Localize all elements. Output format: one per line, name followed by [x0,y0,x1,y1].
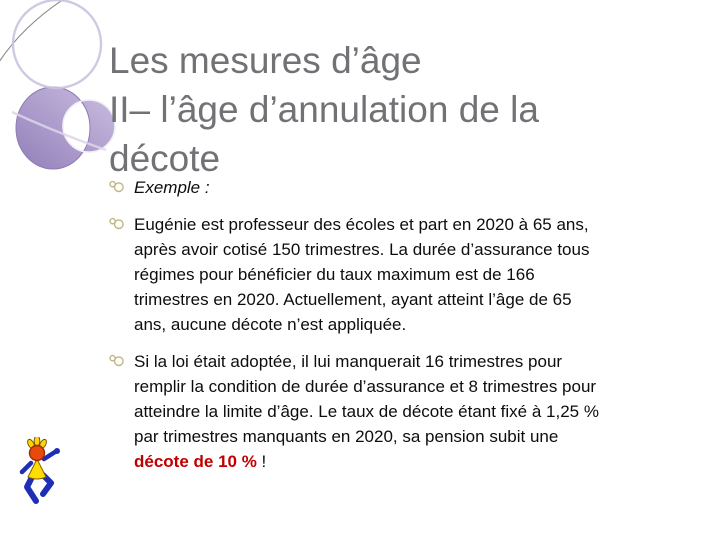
dancer-clipart-icon [13,437,71,515]
double-loop-bullet-icon [108,217,125,230]
thin-gray-arc [0,0,67,65]
paragraph-2-suffix: ! [256,452,267,471]
bullet-row-example [108,175,210,200]
decorative-circles [0,0,118,192]
paragraph-1: Eugénie est professeur des écoles et part en 2020 à 65 ans, après avoir cotisé 150 trimestres. La durée d’assurance tous régimes pour bénéficier du taux maximum est de 166 trimestres en 2020. Actuellement, ayant atteint l’âge de 65 ans, aucune décote n’est appliquée. [134,215,590,334]
double-loop-bullet-icon [108,354,125,367]
slide-title: Les mesures d’âge II– l’âge d’annulation de la décote [109,40,539,179]
purple-ring [16,87,115,169]
paragraph-2-main: Si la loi était adoptée, il lui manquerait 16 trimestres pour remplir la condition de durée d’assurance et 8 trimestres pour atteindre la limite d’âge. Le taux de décote étant fixé à 1,25 % par trimestres manquants en 2020, sa pension subit une [134,352,599,446]
lavender-ring [13,0,101,88]
example-label: Exemple : [134,178,210,197]
double-loop-bullet-icon [108,180,125,193]
paragraph-2 [134,349,599,474]
bullet-row-paragraph-2 [108,349,599,474]
paragraph-2-highlight: décote de 10 % [134,452,257,471]
bullet-row-paragraph-1 [108,212,589,337]
